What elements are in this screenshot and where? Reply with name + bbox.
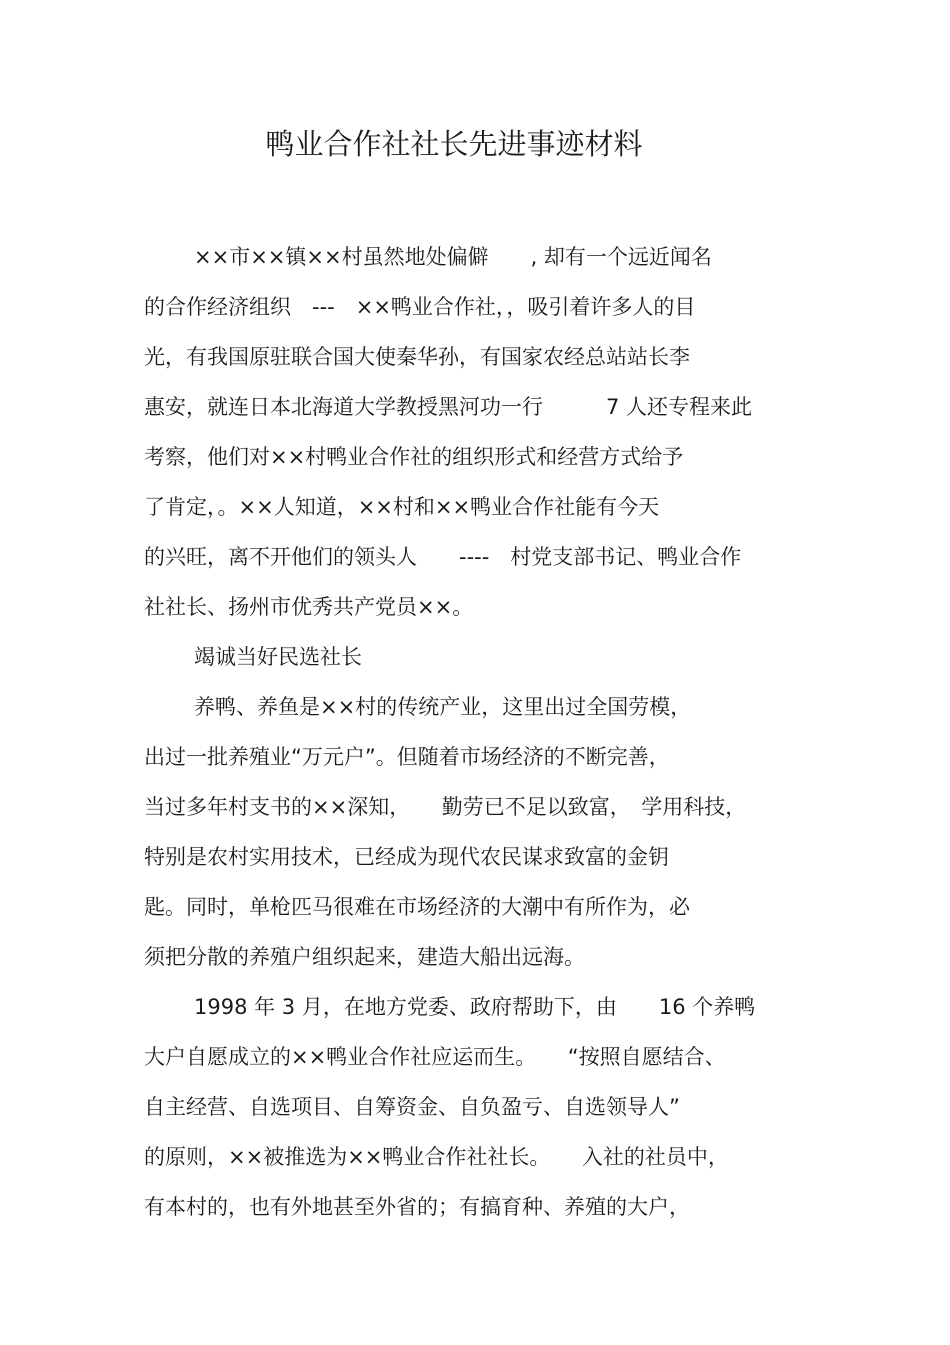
text-line: 1998 年 3 月，在地方党委、政府帮助下，由 16 个养鸭	[194, 995, 756, 1019]
text-line: 养鸭、养鱼是××村的传统产业，这里出过全国劳模，	[194, 695, 692, 719]
text-line: 的合作经济组织 --- ××鸭业合作社，，吸引着许多人的目	[144, 295, 696, 319]
text-line: 出过一批养殖业“万元户”。但随着市场经济的不断完善，	[144, 745, 670, 769]
text-line: 当过多年村支书的××深知， 勤劳已不足以致富， 学用科技，	[144, 795, 747, 819]
text-line: 社社长、扬州市优秀共产党员××。	[144, 595, 474, 619]
text-line: 须把分散的养殖户组织起来，建造大船出远海。	[144, 945, 585, 969]
text-line: 光，有我国原驻联合国大使秦华孙，有国家农经总站站长李	[144, 345, 690, 369]
text-line: 惠安，就连日本北海道大学教授黑河功一行 7 人还专程来此	[144, 395, 753, 419]
text-line: 的原则，××被推选为××鸭业合作社社长。 入社的社员中，	[144, 1145, 729, 1169]
text-line: 了肯定，。××人知道，××村和××鸭业合作社能有今天	[144, 495, 660, 519]
text-line: 匙。同时，单枪匹马很难在市场经济的大潮中有所作为，必	[144, 895, 690, 919]
text-line: ××市××镇××村虽然地处偏僻 , 却有一个远近闻名	[194, 245, 712, 269]
document-title: 鸭业合作社社长先进事迹材料	[265, 127, 643, 161]
document-body	[144, 232, 824, 1232]
text-line: 考察，他们对××村鸭业合作社的组织形式和经营方式给予	[144, 445, 684, 469]
text-line: 大户自愿成立的××鸭业合作社应运而生。 “按照自愿结合、	[144, 1045, 726, 1069]
text-line: 的兴旺，离不开他们的领头人 ---- 村党支部书记、鸭业合作	[144, 545, 742, 569]
text-line: 自主经营、自选项目、自筹资金、自负盈亏、自选领导人”	[144, 1095, 680, 1119]
text-line: 竭诚当好民选社长	[194, 645, 362, 669]
text-line: 特别是农村实用技术，已经成为现代农民谋求致富的金钥	[144, 845, 669, 869]
text-line: 有本村的，也有外地甚至外省的；有搞育种、养殖的大户，	[144, 1195, 690, 1219]
